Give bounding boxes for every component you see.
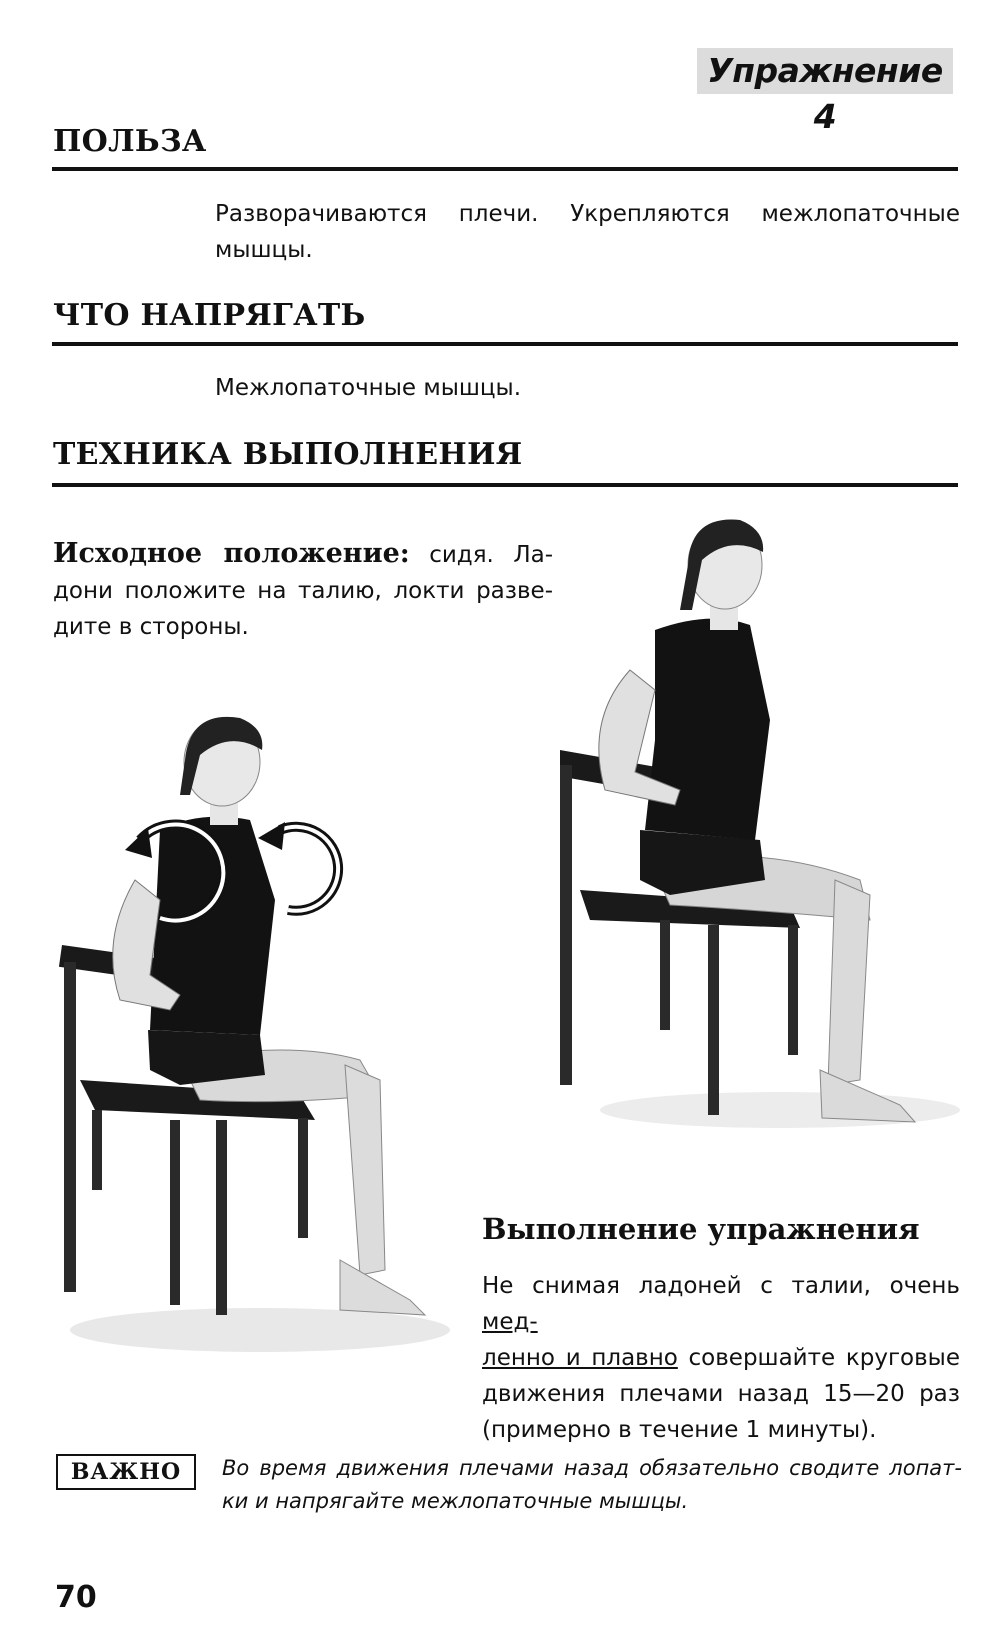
seated-figure-side: [560, 510, 980, 1170]
tense-rule: [52, 342, 958, 346]
benefit-text-line2: мышцы.: [215, 237, 313, 263]
exercise-label: Упражнение 4: [697, 48, 953, 94]
page-number: 70: [55, 1580, 97, 1615]
start-position-line3: дите в стороны.: [53, 614, 249, 640]
benefit-heading: ПОЛЬЗА: [53, 124, 207, 159]
start-position-line2: дони положите на талию, локти разве-: [53, 578, 553, 604]
start-position-line1: [53, 536, 553, 573]
important-text: [222, 1452, 962, 1518]
start-position-text: [53, 536, 553, 645]
tense-text: Межлопаточные мышцы.: [215, 375, 522, 401]
important-label: ВАЖНО: [56, 1454, 196, 1490]
performance-line1-underlined: мед-: [482, 1309, 538, 1335]
performance-line2: [482, 1340, 960, 1376]
important-line1: Во время движения плечами назад обязательно сводите лопат-: [222, 1456, 962, 1480]
benefit-rule: [52, 167, 958, 171]
performance-line1: [482, 1268, 960, 1340]
performance-line1-text: Не снимая ладоней с талии, очень: [482, 1273, 960, 1299]
start-position-line1-text: сидя. Ла-: [429, 542, 554, 568]
performance-line2-text: совершайте круговые: [677, 1345, 960, 1371]
important-line2: ки и напрягайте межлопаточные мышцы.: [222, 1489, 689, 1513]
technique-heading: ТЕХНИКА ВЫПОЛНЕНИЯ: [53, 437, 523, 472]
tense-heading: ЧТО НАПРЯГАТЬ: [53, 298, 366, 333]
technique-rule: [52, 483, 958, 487]
performance-text: [482, 1268, 960, 1448]
benefit-text-line1: Разворачиваются плечи. Укрепляются межлопаточные: [215, 201, 960, 227]
performance-line3: движения плечами назад 15—20 раз: [482, 1381, 960, 1407]
benefit-text: [215, 196, 960, 268]
start-position-label: Исходное положение:: [53, 538, 410, 569]
seated-figure-with-arrows: [40, 700, 460, 1380]
performance-heading: Выполнение упражнения: [482, 1212, 920, 1246]
performance-line2-underlined: ленно и плавно: [482, 1345, 678, 1371]
performance-line4: (примерно в течение 1 минуты).: [482, 1417, 877, 1443]
